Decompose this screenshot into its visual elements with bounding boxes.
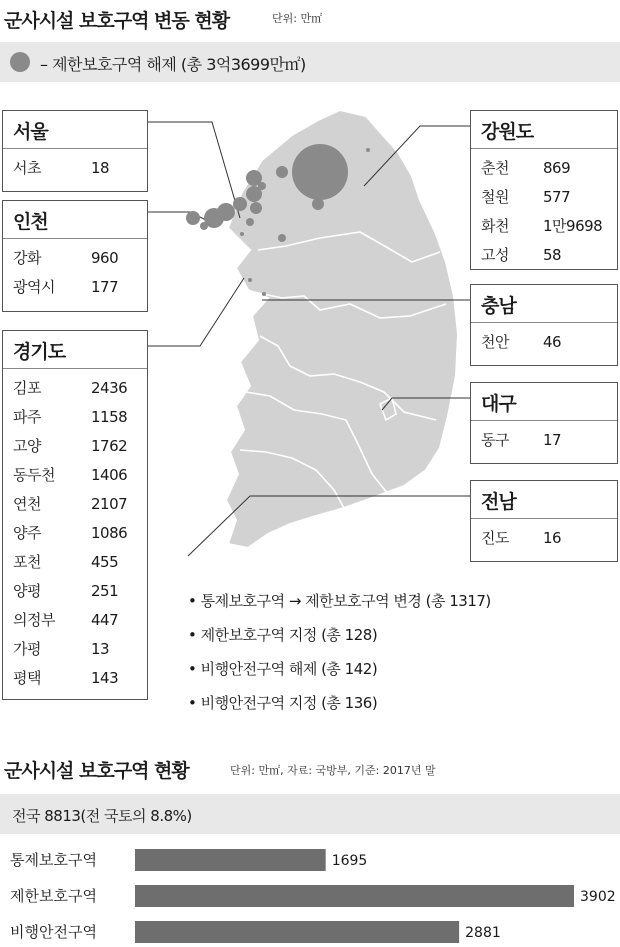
- unit-label: 단위: 만㎡: [272, 12, 323, 25]
- bubble-hwacheon: [292, 144, 348, 200]
- region-box-jeonnam: [470, 480, 618, 562]
- bar-value-label: 1695: [331, 853, 368, 869]
- region-box-incheon: [2, 200, 148, 312]
- page-title: 군사시설 보호구역 변동 현황: [4, 10, 230, 32]
- bubble-yangju: [250, 202, 262, 214]
- bubble-paju: [233, 197, 247, 211]
- region-row: 철원 577: [481, 187, 571, 206]
- region-row: 평택 143: [13, 668, 119, 687]
- region-row: 화천 1만9698: [481, 217, 603, 235]
- region-row: 포천 455: [13, 552, 119, 571]
- bar-category-label: 제한보호구역: [10, 887, 97, 905]
- note-item: • 제한보호구역 지정 (총 128): [188, 626, 378, 644]
- bubble-incheon: [200, 222, 208, 230]
- region-box-chungnam: [470, 284, 618, 366]
- region-row: 천안 46: [481, 332, 562, 351]
- section2-title: 군사시설 보호구역 현황: [4, 760, 189, 782]
- region-row: 고양 1762: [13, 436, 128, 455]
- region-box-seoul: [2, 110, 148, 192]
- bar-category-label: 통제보호구역: [10, 851, 97, 869]
- bubble-ganghwa: [186, 211, 200, 225]
- bubble-yangpyeong: [278, 234, 286, 242]
- total-band: [0, 794, 620, 834]
- legend-text: – 제한보호구역 해제 (총 3억3699만㎡): [40, 55, 306, 74]
- region-box-gangwon: [470, 110, 618, 270]
- bubble-cheorwon: [276, 166, 288, 178]
- total-text: 전국 8813(전 국토의 8.8%): [12, 807, 192, 825]
- region-title: 강원도: [471, 111, 617, 149]
- bar-value-label: 2881: [465, 925, 501, 941]
- bubble-uijeongbu: [246, 218, 254, 226]
- note-item: • 통제보호구역 → 제한보호구역 변경 (총 1317): [188, 592, 491, 610]
- bar-category-label: 비행안전구역: [10, 923, 97, 941]
- note-item: • 비행안전구역 지정 (총 136): [188, 694, 378, 712]
- region-row: 동구 17: [481, 430, 562, 449]
- bubble-pyeongtaek: [248, 278, 252, 282]
- region-row: 춘천 869: [481, 158, 571, 177]
- region-title: 경기도: [3, 331, 147, 369]
- region-row: 김포 2436: [13, 378, 128, 397]
- region-row: 연천 2107: [13, 494, 128, 513]
- region-title: 인천: [3, 201, 147, 239]
- region-box-daegu: [470, 382, 618, 464]
- region-title: 전남: [471, 481, 617, 519]
- section2-unit: 단위: 만㎡, 자료: 국방부, 기준: 2017년 말: [230, 764, 436, 777]
- bar: [135, 885, 574, 907]
- bubble-seocho: [240, 232, 244, 236]
- bubble-goseong: [366, 148, 370, 152]
- region-row: 양주 1086: [13, 523, 128, 542]
- region-row: 양평 251: [13, 581, 119, 600]
- region-row: 서초 18: [13, 158, 110, 177]
- region-row: 의정부 447: [13, 610, 119, 629]
- region-row: 동두천 1406: [13, 465, 128, 484]
- region-row: 가평 13: [13, 639, 110, 658]
- region-row: 강화 960: [13, 248, 119, 267]
- region-row: 진도 16: [481, 528, 562, 547]
- bar: [135, 849, 326, 871]
- region-title: 서울: [3, 111, 147, 149]
- region-row: 광역시 177: [13, 277, 119, 296]
- bubble-chuncheon: [312, 198, 324, 210]
- region-row: 고성 58: [481, 245, 562, 264]
- bar: [135, 921, 459, 943]
- region-box-gyeonggi: [2, 330, 148, 700]
- protection-zone-bar-chart: [0, 838, 620, 947]
- region-title: 충남: [471, 285, 617, 323]
- bar-value-label: 3902: [580, 889, 616, 905]
- region-row: 파주 1158: [13, 407, 128, 426]
- region-title: 대구: [471, 383, 617, 421]
- bubble-cheonan: [262, 292, 266, 296]
- change-notes: [188, 590, 491, 726]
- bubble-pocheon: [258, 182, 266, 190]
- note-item: • 비행안전구역 해제 (총 142): [188, 660, 378, 678]
